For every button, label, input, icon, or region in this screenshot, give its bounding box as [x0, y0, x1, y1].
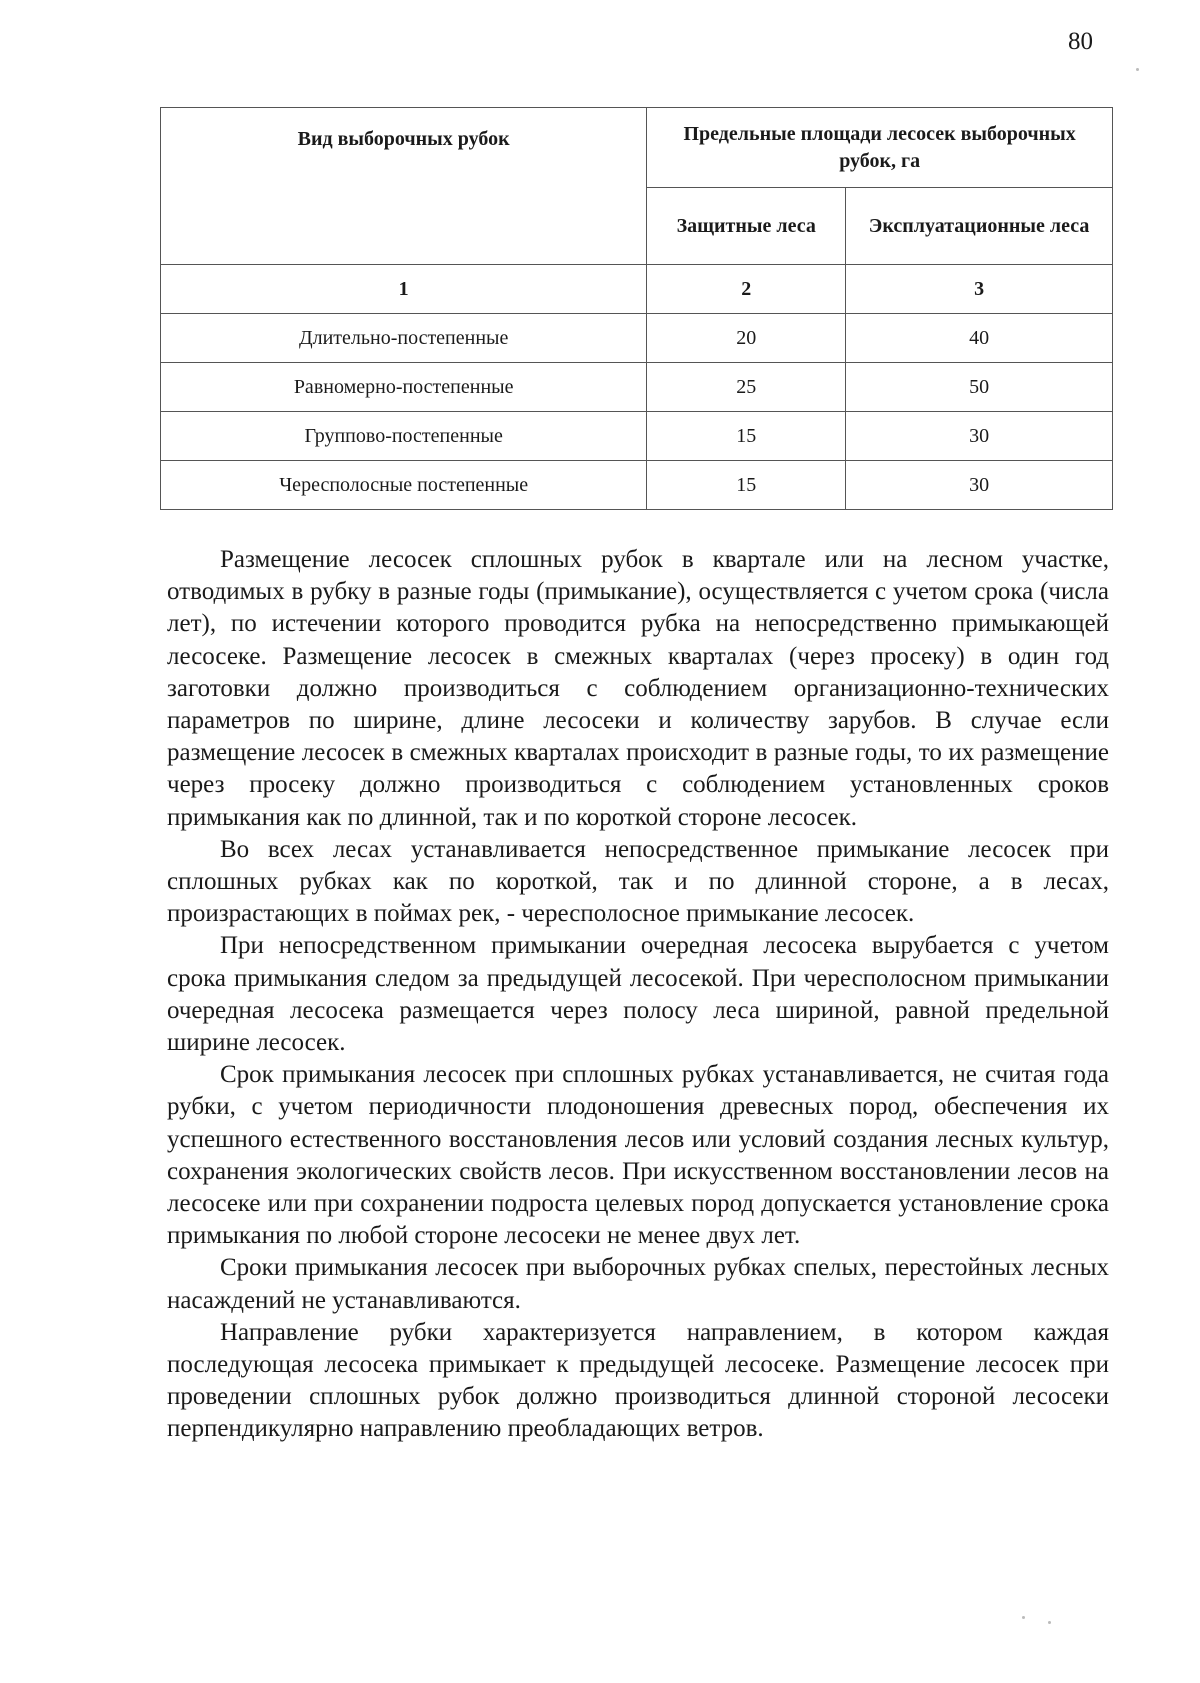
scan-speck [1022, 1616, 1025, 1619]
table-row [161, 314, 1113, 363]
page-number: 80 [1068, 28, 1093, 55]
cutting-area-limits-table [160, 107, 1113, 510]
cell-exploitation: 30 [846, 461, 1113, 510]
cell-exploitation: 40 [846, 314, 1113, 363]
cell-protective: 15 [647, 461, 846, 510]
header-cutting-type: Вид выборочных рубок [161, 108, 647, 265]
cell-exploitation: 30 [846, 412, 1113, 461]
cell-protective: 15 [647, 412, 846, 461]
scan-speck [1136, 68, 1139, 71]
table-header-row [161, 108, 1113, 188]
column-number: 3 [846, 265, 1113, 314]
scan-speck [1048, 1621, 1051, 1624]
header-exploitation-forests: Эксплуатационные леса [846, 188, 1113, 265]
table-row [161, 363, 1113, 412]
cell-cutting-type: Равномерно-постепенные [161, 363, 647, 412]
paragraph: Направление рубки характеризуется направлением, в котором каждая последующая лесосека примыкает к предыдущей лесосеке. Размещение лесосек при проведении сплошных рубок должно производиться длинной стороной лесосеки перпендикулярно направлению преобладающих ветров. [167, 1318, 1109, 1443]
cell-protective: 20 [647, 314, 846, 363]
paragraph: Сроки примыкания лесосек при выборочных рубках спелых, перестойных лесных насаждений не устанавливаются. [167, 1254, 1109, 1314]
paragraph: Размещение лесосек сплошных рубок в квартале или на лесном участке, отводимых в рубку в разные годы (примыкание), осуществляется с учетом срока (числа лет), по истечении которого проводится рубка на непосредственно примыкающей лесосеке. Размещение лесосек в смежных кварталах (через просеку) в один год заготовки должно производиться с соблюдением организационно-технических параметров по ширине, длине лесосеки и количеству зарубов. В случае если размещение лесосек в смежных кварталах происходит в разные годы, то их размещение через просеку должно производиться с соблюдением установленных сроков примыкания как по длинной, так и по короткой стороне лесосек. [167, 546, 1109, 831]
paragraph: Во всех лесах устанавливается непосредственное примыкание лесосек при сплошных рубках как по короткой, так и по длинной стороне, а в лесах, произрастающих в поймах рек, - чересполосное примыкание лесосек. [167, 835, 1109, 928]
cell-cutting-type: Группово-постепенные [161, 412, 647, 461]
body-text [167, 544, 1109, 1446]
paragraph: Срок примыкания лесосек при сплошных рубках устанавливается, не считая года рубки, с учетом периодичности плодоношения древесных пород, обеспечения их успешного естественного восстановления лесов или условий создания лесных культур, сохранения экологических свойств лесов. При искусственном восстановлении лесов на лесосеке или при сохранении подроста целевых пород допускается установление срока примыкания по любой стороне лесосеки не менее двух лет. [167, 1061, 1109, 1250]
paragraph: При непосредственном примыкании очередная лесосека вырубается с учетом срока примыкания следом за предыдущей лесосекой. При чересполосном примыкании очередная лесосека размещается через полосу леса шириной, равной предельной ширине лесосек. [167, 932, 1109, 1057]
table-row [161, 412, 1113, 461]
column-number-row [161, 265, 1113, 314]
header-area-limit: Предельные площади лесосек выборочных рубок, га [647, 108, 1113, 188]
cell-cutting-type: Длительно-постепенные [161, 314, 647, 363]
table-row [161, 461, 1113, 510]
header-protective-forests: Защитные леса [647, 188, 846, 265]
cell-cutting-type: Чересполосные постепенные [161, 461, 647, 510]
column-number: 1 [161, 265, 647, 314]
cell-protective: 25 [647, 363, 846, 412]
cell-exploitation: 50 [846, 363, 1113, 412]
column-number: 2 [647, 265, 846, 314]
